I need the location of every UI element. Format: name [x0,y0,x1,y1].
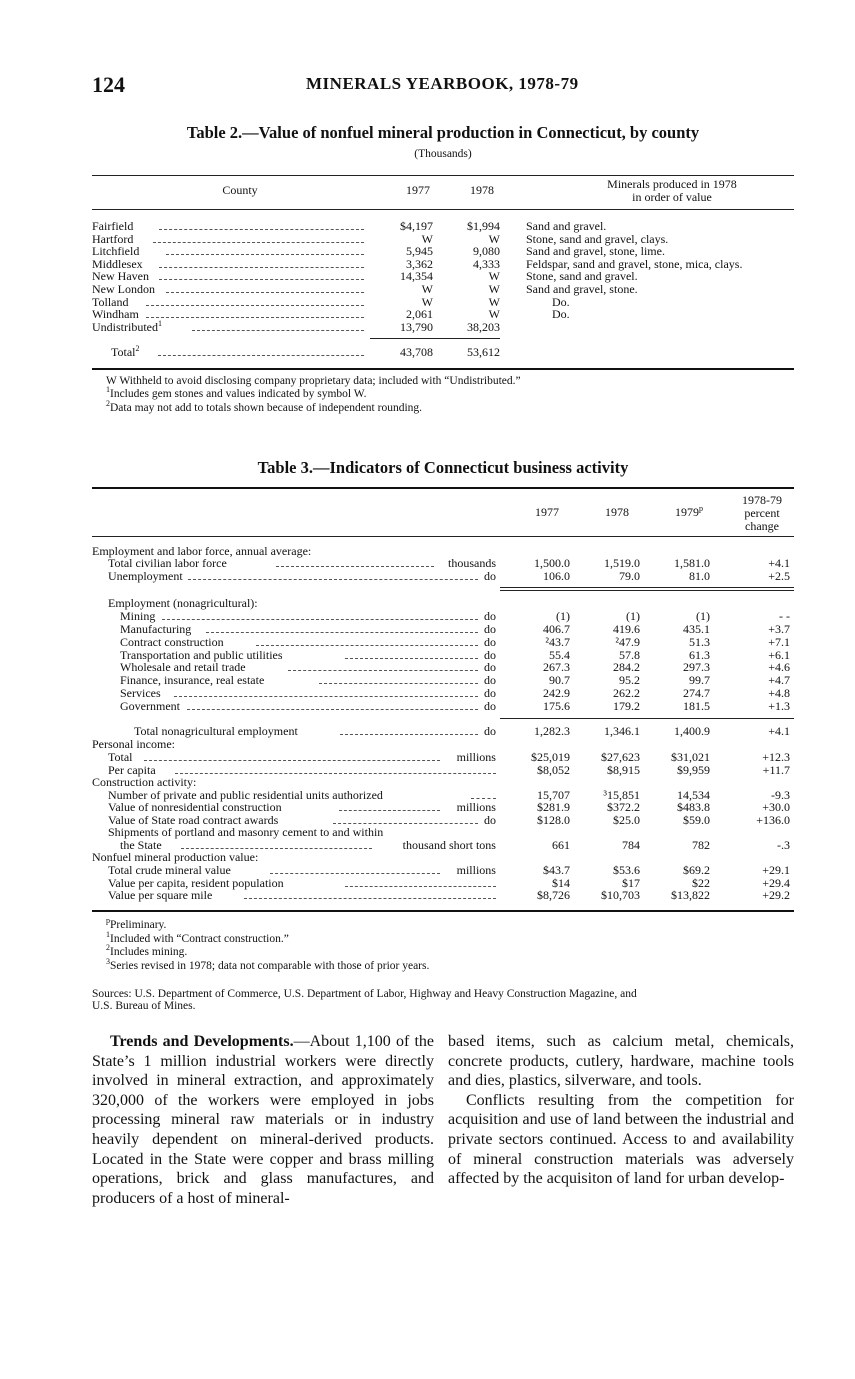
table3-leader [244,898,496,899]
table3-value-1977: 90.7 [549,673,570,687]
table2-value-1978: 38,203 [467,319,500,334]
table3-value-1977: $8,726 [537,888,570,902]
table3-unit: do [483,673,496,687]
table3-row-label: Value per square mile [108,888,213,902]
table2-header-1978: 1978 [470,183,494,197]
table3-caption: Table 3.—Indicators of Connecticut business activity [257,458,629,477]
table2-minerals: Feldspar, sand and gravel, stone, mica, clays. [526,256,743,271]
table2-value-1977: W [421,294,433,309]
table2-minerals: Sand and gravel, stone. [526,282,638,296]
table3-value-1979: $31,021 [671,750,710,764]
table3-footnote-text: Preliminary. [110,919,167,931]
table2-county-name: Tolland [92,294,129,309]
table2-value-1978: W [488,282,500,296]
table3-value-pct: +4.6 [768,660,790,674]
table3-value-pct: +12.3 [762,750,790,764]
table3-leader [175,773,496,774]
table3-value-1977: $128.0 [537,813,570,827]
table2-leader [153,242,364,243]
table3-row-label: Personal income: [92,737,175,751]
table3-leader [162,619,478,620]
table2-footnote [106,385,367,401]
table3-value-pct: +30.0 [762,800,790,814]
table3-row-label: Employment (nonagricultural): [108,596,258,610]
table3-leader [319,683,477,684]
table3-value-1977: 175.6 [543,699,570,713]
table3-value-1977: $25,019 [531,750,570,764]
table3-leader [181,848,373,849]
table3-value-pct: +29.2 [762,888,790,902]
table3-value-1979: 61.3 [689,648,710,662]
table3-leader [270,873,441,874]
table3-value-1979: $483.8 [677,800,710,814]
table3-value-pct: +2.5 [768,569,790,583]
table3-unit: do [483,622,496,636]
table2-unit: (Thousands) [414,148,472,160]
table3-leader [276,566,434,567]
table3-value-1978: 179.2 [613,699,640,713]
table3-unit: do [483,569,496,583]
table3-value-1979: 1,400.9 [674,724,710,738]
table2-minerals: Stone, sand and gravel, clays. [526,231,669,246]
table3-value-pct: +4.8 [768,686,790,700]
table3-sources-2: U.S. Bureau of Mines. [92,1000,196,1012]
table2-footnote [106,398,423,415]
table3-value-1979: $22 [692,876,710,890]
table3-value-1978: 1,519.0 [604,556,640,570]
table3-value-1977: $43.7 [543,863,570,877]
table3-value-1977: $14 [552,876,570,890]
left-paragraph: Trends and Developments.—About 1,100 of the State’s 1 million industrial workers were directly involved in mineral extraction, and approximately 320,000 of the workers were employed in jobs processing mineral raw materials or in industry heavily dependent on mineral-derived products. Located in the State were copper and brass milling operations, brick and glass manufactures, and producers of a host of mineral- [92,1033,435,1207]
table2-top-rule [92,175,794,176]
table3-row-label: Shipments of portland and masonry cement to and within [108,825,384,839]
table3-value-1977: 1,500.0 [534,556,570,570]
table2-header-county: County [222,183,258,197]
table3-value-1978: 784 [622,838,640,852]
table3-value-1978: $53.6 [613,863,640,877]
table2-county-name: Litchfield [92,244,140,259]
table3-row-label: Contract construction [120,635,224,649]
table3-leader [333,823,478,824]
table3-row-label: Total civilian labor force [108,556,227,570]
table2-footnote-text: W Withheld to avoid disclosing company proprietary data; included with “Undistributed.” [106,375,521,387]
table2-value-1978: W [488,307,500,322]
table3-value-1979: 81.0 [689,569,710,583]
table3-value-pct: +3.7 [768,622,790,636]
table2-county-name: Hartford [92,231,134,246]
table3-value-1979: 297.3 [683,660,710,674]
table3-unit: do [483,609,496,623]
table3-row-label: Government [120,699,180,713]
table3-value-1977: 242.9 [543,686,570,700]
table2-minerals: Sand and gravel, stone, lime. [526,244,665,259]
table3-value-pct: +7.1 [768,635,790,649]
table3-value-1977: (1) [556,609,570,623]
table3-value-1979: 782 [692,838,710,852]
table3-rule-a [500,587,794,588]
table3-subtotal-rule [500,718,794,719]
table2-footnote-mark: 1 [106,385,110,395]
table3-leader [345,886,496,887]
table3-value-1979: 99.7 [689,673,710,687]
table3-leader [187,709,478,710]
table3-row-label: Wholesale and retail trade [120,660,246,674]
table3-leader [340,734,478,735]
table2-leader [146,305,364,306]
table3-value-1978: 284.2 [613,660,640,674]
table2-header-1977: 1977 [406,183,430,197]
table2-value-1978: W [488,269,500,284]
table3-leader [188,579,478,580]
table3-leader [288,670,478,671]
table3-unit: do [483,699,496,713]
table3-unit: do [483,648,496,662]
table3-footnote-mark: 2 [106,943,110,953]
table2-bottom-rule [92,368,794,370]
table3-value-pct: +136.0 [756,813,790,827]
table3-footnote-mark: 3 [106,956,110,966]
table3-footnote-mark: 1 [106,929,110,939]
table2-leader [166,254,364,255]
table2-total-leader [158,355,364,356]
table2-county-sup: 1 [158,318,162,328]
table3-leader [144,760,441,761]
table3-value-pct: +29.1 [762,863,790,877]
table2-minerals: Stone, sand and gravel. [526,269,638,284]
table3-leader [256,645,477,646]
table2-footnote [106,375,521,388]
table3-value-1978: 1,346.1 [604,724,640,738]
table2-header-minerals: Minerals produced in 1978 [607,177,737,191]
table3-row-label: Value of nonresidential construction [108,800,282,814]
table3-value-1978: 57.8 [619,648,640,662]
table3-footnote [106,943,188,959]
table3-value-1977: ²43.7 [545,635,570,649]
table2-value-1978: 4,333 [473,256,500,271]
table2-county-name: Fairfield [92,219,134,233]
table3-leader [345,658,478,659]
table2-value-1977: 3,362 [406,256,433,271]
table3-rule-b [500,590,794,591]
running-head [92,72,794,100]
table3-unit: millions [456,800,496,814]
table3-footnote [106,929,289,946]
table3-unit: do [483,724,496,738]
table3-unit: thousands [447,556,496,570]
table3-value-pct: +11.7 [762,763,790,777]
table3-unit: millions [456,750,496,764]
table3-row-label: Nonfuel mineral production value: [92,850,259,864]
table3-footnote [106,956,430,973]
table2-leader [146,317,364,318]
table2-value-1977: W [421,282,433,296]
table3-top-rule [92,487,794,489]
right-paragraph-1: based items, such as calcium metal, chemicals, concrete products, cutlery, hardware, machine tools and dies, plastics, silverware, and tools. [448,1033,794,1090]
table3-header-pct-3: change [745,519,779,533]
table2-header-minerals-2: in order of value [632,190,712,204]
table3-value-1979: $59.0 [683,813,710,827]
table3-value-1979: 274.7 [683,686,710,700]
table3-row-label: Value per capita, resident population [108,876,284,890]
table2-county-name: Windham [92,307,139,322]
table3-header-pct-2: percent [744,506,780,520]
table3-value-1979: (1) [696,609,710,623]
table3-row-label: Mining [120,609,156,623]
table3-value-pct: +4.7 [768,673,790,687]
table2-value-1978: $1,994 [467,219,500,233]
table3-footnote-mark: p [106,916,110,926]
table2-county-name: New Haven [92,269,149,284]
table3-value-pct: -9.3 [771,788,790,802]
table3-value-1977: 1,282.3 [534,724,570,738]
table3-value-1978: $8,915 [607,763,640,777]
body-left-column [92,1032,434,1208]
table3-unit: do [483,635,496,649]
table3-unit: thousand short tons [402,838,496,852]
table3-header-1979: 1979$^p$ [675,504,703,519]
table2-minerals: Do. [552,294,570,309]
right-paragraph-2: Conflicts resulting from the competition for acquisition and use of land between the industrial and private sectors continued. Access to and availability of mineral construction materials was adversely affected by the acquisiton of land for urban develop- [448,1091,794,1188]
table3-value-pct: +6.1 [768,648,790,662]
table3-footnote [106,916,167,932]
table3-value-1978: 419.6 [613,622,640,636]
book-title: MINERALS YEARBOOK, 1978-79 [306,74,579,93]
table3-row-label: Number of private and public residential units authorized [108,788,383,802]
table3-leader [339,810,441,811]
table2-value-1977: $4,197 [400,219,433,233]
table3-value-1977: 661 [552,838,570,852]
table3-value-pct: +29.4 [762,876,790,890]
table2-value-1978: W [488,294,500,309]
table2-total-label: Total$^2$ [111,344,140,359]
table3-leader [206,632,478,633]
table3-row-label: Unemployment [108,569,183,583]
body-right-column [448,1032,794,1189]
table3-value-1977: 267.3 [543,660,570,674]
table3-value-1979: 435.1 [683,622,710,636]
table3-value-1978: 79.0 [619,569,640,583]
table3-value-1978: $25.0 [613,813,640,827]
table2-leader [159,229,364,230]
table3-leader [174,696,477,697]
table3-value-1979: 181.5 [683,699,710,713]
table3-footnote-text: Includes mining. [110,946,188,958]
table3-value-1977: 15,707 [537,788,570,802]
table3-value-1978: $27,623 [601,750,640,764]
table3-row-label: Transportation and public utilities [120,648,283,662]
table3-value-1977: $281.9 [537,800,570,814]
table2-value-1978: 9,080 [473,244,500,259]
table2-value-1977: W [421,231,433,246]
table2-footnote-text: Data may not add to totals shown because of independent rounding. [110,401,423,414]
table3-row-label: Total crude mineral value [108,863,231,877]
table2-leader [159,267,364,268]
table3-leader [471,798,496,799]
table3-row-label: Services [120,686,161,700]
table3-value-1979: $9,959 [677,763,710,777]
table2-header-rule [92,209,794,210]
table3-value-1977: 55.4 [549,648,570,662]
table3-row-label: Finance, insurance, real estate [120,673,265,687]
table3-unit: do [483,813,496,827]
table3-value-1978: 262.2 [613,686,640,700]
table2-total-1978: 53,612 [467,345,500,359]
table3-header-rule [92,536,794,537]
table3-row-label: Total nonagricultural employment [134,724,298,738]
table3-value-pct: +4.1 [768,556,790,570]
table3-row-label: Employment and labor force, annual average: [92,544,312,558]
table3-value-1978: 95.2 [619,673,640,687]
table3-unit: do [483,686,496,700]
table3-bottom-rule [92,910,794,912]
table3-row-label: Per capita [108,763,156,777]
table3-value-1977: 106.0 [543,569,570,583]
table3-value-pct: +1.3 [768,699,790,713]
table3-row-label: Value of State road contract awards [108,813,279,827]
table3-row-label: Manufacturing [120,622,192,636]
table3-value-1978: ²47.9 [615,635,640,649]
table3-footnote-text: Included with “Contract construction.” [110,932,289,945]
table2-footnote-text: Includes gem stones and values indicated by symbol W. [110,388,367,401]
table3-sources: Sources: U.S. Department of Commerce, U.S. Department of Labor, Highway and Heavy Construction Magazine, and [92,988,637,1000]
table3-value-1978: (1) [626,609,640,623]
table3-value-1978: $372.2 [607,800,640,814]
table2-value-1977: 14,354 [400,269,433,284]
page-number: 124 [92,72,125,97]
table3-value-pct: +4.1 [768,724,790,738]
table2-minerals: Sand and gravel. [526,219,607,233]
table2-leader [192,330,364,331]
table2-value-1977: 2,061 [406,307,433,322]
table2-footnote-mark: 2 [106,398,110,408]
table3-unit: do [483,660,496,674]
table3-value-1978: $17 [622,876,640,890]
table3-footnote-text: Series revised in 1978; data not comparable with those of prior years. [110,959,430,972]
table2-county [92,318,162,334]
table3-value-1978: $10,703 [601,888,640,902]
table3-row-label: the State [120,838,162,852]
table2-value-1977: 5,945 [406,244,433,259]
table3-unit: millions [456,863,496,877]
table2-caption: Table 2.—Value of nonfuel mineral production in Connecticut, by county [186,123,700,142]
table3-value-1979: $69.2 [683,863,710,877]
table3-value-pct: -.3 [777,838,790,852]
table2-minerals: Do. [552,307,570,322]
table3-value-1978: ³15,851 [603,788,640,802]
table3-value-1979: 51.3 [689,635,710,649]
table2-value-1978: W [488,231,500,246]
table3-row-label: Total [108,750,133,764]
table2-county-name: Middlesex [92,256,143,271]
table3-header-pct-1: 1978-79 [742,493,782,507]
table3-row-label: Construction activity: [92,775,197,789]
table2-county-name: Undistributed [92,319,158,334]
table3-value-1977: 406.7 [543,622,570,636]
table3-value-1979: 1,581.0 [674,556,710,570]
table2-value-1977: 13,790 [400,319,433,334]
table2-leader [166,292,364,293]
table3-value-1977: $8,052 [537,763,570,777]
table2-total-1977: 43,708 [400,345,433,359]
table2-total-rule [370,338,500,339]
table2-county-name: New London [92,282,155,296]
table2-leader [159,279,364,280]
table3-value-1979: 14,534 [677,788,710,802]
table3-value-1979: $13,822 [671,888,710,902]
table3-header-1977: 1977 [535,505,559,519]
section-heading: Trends and Developments. [110,1033,294,1050]
table3-value-pct: - - [779,609,790,623]
table3-header-1978: 1978 [605,505,629,519]
